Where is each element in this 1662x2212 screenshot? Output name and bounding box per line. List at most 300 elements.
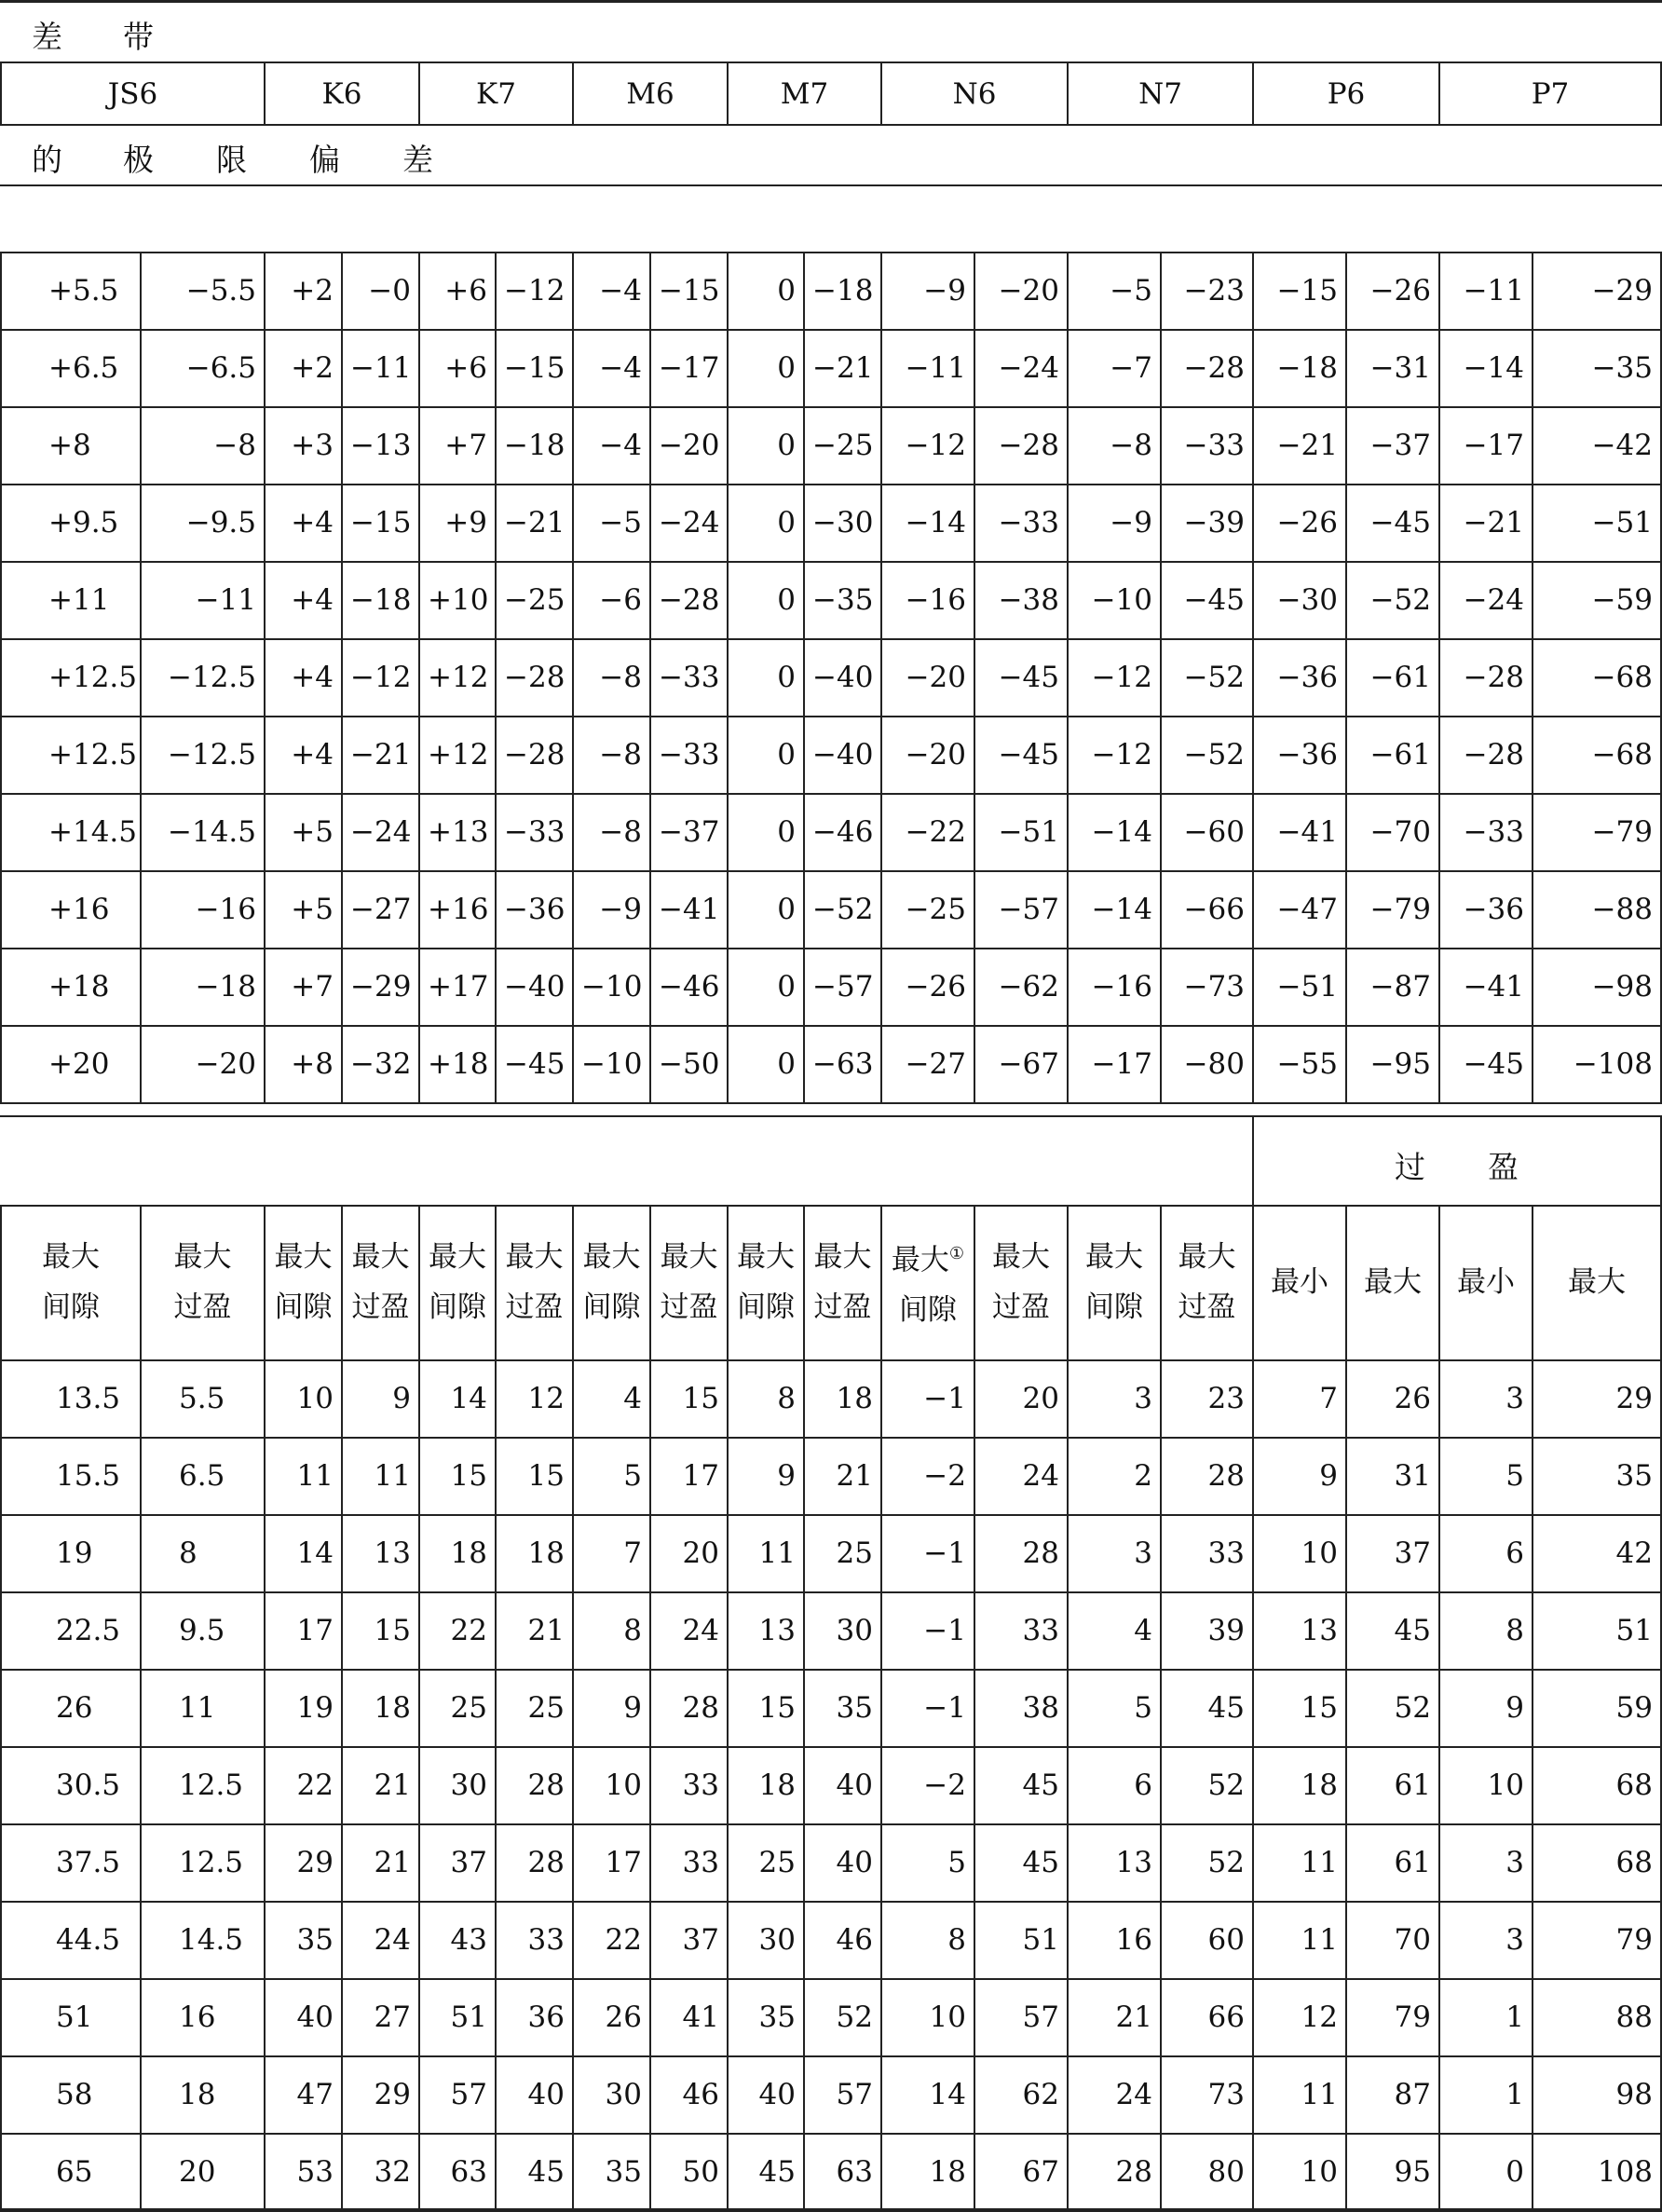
fit-cell-text: 46 [682, 2077, 719, 2111]
deviation-cell [1160, 252, 1252, 329]
deviation-cell [1345, 638, 1438, 716]
zone-header-n6-text: N6 [952, 76, 997, 111]
fit-cell-text: 3 [1134, 1536, 1152, 1570]
deviation-cell-text: −33 [504, 814, 565, 849]
deviation-cell [1345, 252, 1438, 329]
deviation-cell-text: −41 [1463, 969, 1524, 1004]
deviation-cell-text: −26 [1369, 273, 1431, 307]
deviation-cell [974, 793, 1067, 870]
fit-cell [140, 1591, 264, 1669]
deviation-cell-text: −80 [1183, 1046, 1245, 1081]
deviation-cell-text: −13 [350, 428, 412, 462]
deviation-cell [572, 329, 649, 406]
deviation-cell-text: −14.5 [168, 814, 256, 849]
deviation-cell [1252, 329, 1345, 406]
deviation-cell-text: −37 [1369, 428, 1431, 462]
deviation-cell [727, 561, 803, 638]
fit-cell [974, 1746, 1067, 1823]
deviation-cell-text: −8 [599, 660, 642, 694]
deviation-cell [418, 252, 495, 329]
deviation-cell-text: −16 [1091, 969, 1152, 1004]
fit-cell-text: 79 [1615, 1922, 1653, 1957]
deviation-cell [0, 329, 140, 406]
fit-cell [649, 1514, 727, 1591]
deviation-cell [0, 561, 140, 638]
fit-cell [572, 1669, 649, 1746]
deviation-cell [1438, 252, 1532, 329]
deviation-cell [1160, 1025, 1252, 1102]
fit-cell-text: 33 [527, 1922, 565, 1957]
deviation-cell [803, 638, 880, 716]
fit-cell [803, 1437, 880, 1514]
deviation-cell-text: −21 [350, 737, 412, 771]
deviation-cell [1438, 329, 1532, 406]
deviation-cell [1532, 716, 1662, 793]
deviation-cell-text: −70 [1369, 814, 1431, 849]
deviation-cell [264, 870, 341, 948]
fit-cell-text: 11 [1301, 1922, 1338, 1957]
fit-cell-text: 3 [1134, 1381, 1152, 1415]
fit-cell-text: 33 [682, 1768, 719, 1802]
fit-cell [1252, 1669, 1345, 1746]
fit-cell-text: 15 [1301, 1690, 1338, 1725]
deviation-cell-text: −8 [599, 814, 642, 849]
fit-header-cell-text [142, 1232, 264, 1332]
deviation-cell-text: −9 [923, 273, 966, 307]
fit-cell-text: 98 [1615, 2077, 1653, 2111]
fit-cell [495, 1437, 572, 1514]
deviation-cell [495, 561, 572, 638]
top-rule [0, 0, 1662, 3]
fit-cell [495, 1669, 572, 1746]
fit-cell [572, 1978, 649, 2055]
deviation-cell [572, 406, 649, 484]
deviation-cell [1067, 1025, 1160, 1102]
header-line: 间隙 [582, 1290, 641, 1324]
fit-cell-text: 10 [296, 1381, 334, 1415]
deviation-cell-text: −20 [998, 273, 1059, 307]
fit-cell [1067, 2133, 1160, 2210]
deviation-cell [418, 484, 495, 561]
fit-cell [1532, 1823, 1662, 1901]
deviation-cell [1252, 1025, 1345, 1102]
deviation-cell-text: −28 [504, 660, 565, 694]
fit-header-cell [1252, 1205, 1345, 1359]
fit-cell-text: 25 [836, 1536, 873, 1570]
fit-cell-text: 13 [1115, 1845, 1152, 1879]
fit-header-cell-text [1162, 1232, 1252, 1332]
deviation-cell-text: +5 [291, 892, 334, 926]
fit-cell-text: 45 [1022, 1768, 1059, 1802]
deviation-cell [572, 948, 649, 1025]
deviation-cell-text: −28 [998, 428, 1059, 462]
deviation-cell [264, 948, 341, 1025]
fit-cell-text: 7 [1319, 1381, 1338, 1415]
fit-cell [418, 2055, 495, 2133]
fit-cell-text: 25 [527, 1690, 565, 1725]
deviation-cell-text: −33 [1183, 428, 1245, 462]
deviation-cell-text: −98 [1591, 969, 1653, 1004]
deviation-cell [803, 484, 880, 561]
fit-cell [649, 1746, 727, 1823]
fit-cell-text: 45 [1207, 1690, 1245, 1725]
deviation-cell [572, 716, 649, 793]
deviation-cell-text: −12 [504, 273, 565, 307]
deviation-cell [649, 561, 727, 638]
deviation-cell [880, 948, 974, 1025]
deviation-cell-text: −18 [812, 273, 874, 307]
fit-cell [649, 1437, 727, 1514]
fit-cell-text: 68 [1615, 1845, 1653, 1879]
fit-cell [418, 1746, 495, 1823]
deviation-cell [974, 484, 1067, 561]
fit-cell-text: 28 [527, 1768, 565, 1802]
deviation-cell [1532, 793, 1662, 870]
fit-cell-text: 30 [758, 1922, 796, 1957]
deviation-cell-text: −28 [659, 582, 720, 617]
deviation-cell-text: −88 [1591, 892, 1653, 926]
deviation-cell-text: +16 [428, 892, 489, 926]
deviation-cell-text: −12.5 [168, 737, 256, 771]
deviation-cell-text: +6 [444, 350, 487, 385]
deviation-cell-text: −38 [998, 582, 1059, 617]
deviation-cell-text: +12.5 [48, 737, 137, 771]
deviation-cell [803, 329, 880, 406]
deviation-cell [1532, 948, 1662, 1025]
fit-cell [341, 2055, 418, 2133]
fit-cell [264, 1514, 341, 1591]
deviation-cell-text: −61 [1369, 660, 1431, 694]
deviation-cell [572, 870, 649, 948]
header-line: 间隙 [42, 1290, 100, 1324]
deviation-cell [1532, 1025, 1662, 1102]
deviation-cell [140, 870, 264, 948]
fit-cell-text: 45 [1022, 1845, 1059, 1879]
deviation-cell-text: −14 [1463, 350, 1524, 385]
fit-cell-text: 25 [450, 1690, 487, 1725]
deviation-cell-text: −17 [1091, 1046, 1152, 1081]
fit-header-cell [1160, 1205, 1252, 1359]
deviation-cell [1252, 484, 1345, 561]
fit-cell [140, 1823, 264, 1901]
fit-cell [572, 1359, 649, 1437]
deviation-cell [974, 329, 1067, 406]
fit-cell [1252, 1901, 1345, 1978]
deviation-cell-text: −45 [1369, 505, 1431, 539]
fit-cell [727, 1359, 803, 1437]
deviation-cell-text: −24 [1463, 582, 1524, 617]
fit-cell [1160, 1823, 1252, 1901]
deviation-cell [495, 638, 572, 716]
fit-cell-text: 70 [1394, 1922, 1431, 1957]
fit-cell [264, 2133, 341, 2210]
deviation-cell [974, 870, 1067, 948]
fit-cell [1067, 1978, 1160, 2055]
deviation-cell [495, 793, 572, 870]
deviation-cell-text: −33 [1463, 814, 1524, 849]
fit-cell-text: 60 [1207, 1922, 1245, 1957]
deviation-cell-text: −24 [350, 814, 412, 849]
fit-header-cell [1438, 1205, 1532, 1359]
deviation-cell [495, 948, 572, 1025]
fit-cell [495, 2133, 572, 2210]
fit-cell-text: 51 [1022, 1922, 1059, 1957]
fit-cell-text: 16 [179, 2000, 216, 2034]
fit-cell [1438, 1901, 1532, 1978]
fit-cell-text: 24 [1115, 2077, 1152, 2111]
fit-cell [572, 1901, 649, 1978]
fit-cell-text: 2 [1134, 1458, 1152, 1493]
fit-cell-text: 12 [527, 1381, 565, 1415]
fit-cell-text: 43 [450, 1922, 487, 1957]
deviation-cell-text: −21 [812, 350, 874, 385]
deviation-cell-text: −40 [504, 969, 565, 1004]
fit-cell-text: 30 [450, 1768, 487, 1802]
fit-cell [1160, 2133, 1252, 2210]
header-line: 最大 [813, 1240, 872, 1274]
deviation-cell [418, 561, 495, 638]
deviation-cell [880, 870, 974, 948]
fit-cell-text: 21 [374, 1845, 411, 1879]
deviation-cell [974, 716, 1067, 793]
fit-cell-text: 18 [374, 1690, 411, 1725]
fit-cell-text: 50 [682, 2154, 719, 2189]
fit-cell-text: 13.5 [56, 1381, 121, 1415]
fit-cell [1345, 2055, 1438, 2133]
deviation-cell-text: −30 [1276, 582, 1338, 617]
deviation-cell [264, 793, 341, 870]
fit-cell [1438, 1978, 1532, 2055]
deviation-cell-text: −23 [1183, 273, 1245, 307]
fit-cell-text: 9 [1319, 1458, 1338, 1493]
fit-cell-text: 15 [450, 1458, 487, 1493]
fit-header-cell-text [729, 1232, 803, 1332]
fit-cell [418, 1901, 495, 1978]
deviation-cell-text: −18 [504, 428, 565, 462]
fit-cell [140, 1437, 264, 1514]
fit-cell [1252, 2133, 1345, 2210]
deviation-cell [1345, 561, 1438, 638]
fit-cell-text: 8 [179, 1536, 198, 1570]
deviation-cell [0, 793, 140, 870]
fit-cell [974, 2055, 1067, 2133]
header-line: 过盈 [813, 1290, 872, 1324]
deviation-cell-text: −21 [504, 505, 565, 539]
deviation-cell-text: 0 [777, 814, 796, 849]
deviation-cell-text: 0 [777, 660, 796, 694]
fit-cell-text: 51 [450, 2000, 487, 2034]
fit-header-cell [341, 1205, 418, 1359]
header-line: 最大 [42, 1240, 100, 1274]
fit-cell [880, 1514, 974, 1591]
zone-header-m7 [727, 61, 880, 124]
deviation-cell-text: −18 [1276, 350, 1338, 385]
deviation-cell-text: −8 [599, 737, 642, 771]
fit-cell-text: 57 [1022, 2000, 1059, 2034]
fit-cell-text: 19 [296, 1690, 334, 1725]
deviation-cell-text: −36 [1276, 660, 1338, 694]
fit-band-cell [1252, 1117, 1662, 1205]
deviation-cell-text: −28 [1463, 737, 1524, 771]
deviation-cell-text: −25 [905, 892, 966, 926]
fit-cell [727, 2055, 803, 2133]
deviation-cell-text: −35 [812, 582, 874, 617]
deviation-cell [418, 793, 495, 870]
fit-cell-text: 22 [605, 1922, 642, 1957]
zone-header-k6 [264, 61, 418, 124]
fit-cell-text: 52 [1207, 1845, 1245, 1879]
fit-cell-text: 10 [605, 1768, 642, 1802]
deviation-cell [1438, 638, 1532, 716]
fit-cell [140, 2133, 264, 2210]
header-line: 最大 [429, 1240, 486, 1274]
fit-cell [727, 1669, 803, 1746]
fit-cell [1438, 2055, 1532, 2133]
deviation-band-text-char: 偏 [309, 142, 340, 178]
fit-cell-text: 26 [605, 2000, 642, 2034]
fit-cell-text: 63 [836, 2154, 873, 2189]
fit-header-cell-text [651, 1232, 727, 1332]
fit-cell [1160, 1591, 1252, 1669]
fit-cell-text: 66 [1207, 2000, 1245, 2034]
header-line: 过盈 [992, 1290, 1050, 1324]
deviation-cell-text: −28 [1463, 660, 1524, 694]
deviation-band-text-char: 限 [216, 142, 247, 178]
deviation-cell-text: −50 [659, 1046, 720, 1081]
fit-cell-text: 25 [758, 1845, 796, 1879]
fit-header-cell-text [497, 1232, 572, 1332]
fit-cell-text: 58 [56, 2077, 93, 2111]
fit-cell [649, 1669, 727, 1746]
fit-header-cell-text [882, 1229, 974, 1335]
fit-cell [1160, 2055, 1252, 2133]
top-band-text-char: 带 [123, 19, 154, 55]
deviation-cell-text: −6 [599, 582, 642, 617]
fit-cell-text: 10 [1487, 1768, 1524, 1802]
fit-cell-text: 18 [929, 2154, 966, 2189]
fit-cell-text: 12 [1301, 2000, 1338, 2034]
fit-cell [0, 1669, 140, 1746]
fit-cell [974, 1591, 1067, 1669]
deviation-cell-text: +5 [291, 814, 334, 849]
deviation-cell-text: −36 [504, 892, 565, 926]
fit-cell-text: 80 [1207, 2154, 1245, 2189]
fit-cell [880, 1823, 974, 1901]
fit-header-cell-text [2, 1232, 140, 1332]
deviation-cell-text: −16 [905, 582, 966, 617]
deviation-cell-text: −51 [998, 814, 1059, 849]
fit-cell-text: 26 [56, 1690, 93, 1725]
deviation-cell [140, 561, 264, 638]
header-line: 间隙 [274, 1290, 333, 1324]
fit-cell-text: 6 [1505, 1536, 1524, 1570]
deviation-cell [418, 716, 495, 793]
deviation-cell [0, 638, 140, 716]
fit-cell [649, 1978, 727, 2055]
deviation-cell-text: −40 [812, 660, 874, 694]
zone-header-k6-text: K6 [321, 76, 362, 111]
deviation-cell [727, 484, 803, 561]
zone-header-m6 [572, 61, 727, 124]
fit-cell-text: 20 [682, 1536, 719, 1570]
header-line: 最大 [1178, 1240, 1236, 1274]
fit-cell [418, 1437, 495, 1514]
deviation-cell [0, 716, 140, 793]
deviation-cell-text: −37 [659, 814, 720, 849]
fit-cell [341, 1978, 418, 2055]
deviation-cell [264, 1025, 341, 1102]
deviation-cell-text: −11 [350, 350, 412, 385]
fit-cell [803, 1823, 880, 1901]
fit-cell-text: 67 [1022, 2154, 1059, 2189]
deviation-cell [140, 1025, 264, 1102]
fit-cell [140, 1901, 264, 1978]
fit-cell-text: 11 [296, 1458, 334, 1493]
fit-cell-text: 108 [1597, 2154, 1653, 2189]
deviation-cell [418, 1025, 495, 1102]
fit-cell [1345, 1901, 1438, 1978]
fit-cell-text: 61 [1394, 1768, 1431, 1802]
fit-cell-text: 32 [374, 2154, 411, 2189]
fit-cell-text: −1 [923, 1381, 966, 1415]
fit-cell [572, 2133, 649, 2210]
fit-cell-text: 40 [758, 2077, 796, 2111]
deviation-cell-text: −42 [1591, 428, 1653, 462]
fit-cell [341, 1746, 418, 1823]
fit-header-cell-text [1347, 1257, 1438, 1307]
fit-header-cell-text [266, 1232, 341, 1332]
fit-cell-text: 21 [1115, 2000, 1152, 2034]
zone-header-k7-text: K7 [476, 76, 516, 111]
fit-cell-text: 40 [836, 1845, 873, 1879]
deviation-cell-text: −25 [812, 428, 874, 462]
fit-cell [1438, 1669, 1532, 1746]
fit-cell [0, 1437, 140, 1514]
fit-cell [418, 1978, 495, 2055]
fit-cell [803, 2055, 880, 2133]
fit-cell [0, 1514, 140, 1591]
deviation-cell [974, 406, 1067, 484]
deviation-cell [1438, 716, 1532, 793]
deviation-cell [1160, 638, 1252, 716]
fit-cell-text: 37 [682, 1922, 719, 1957]
fit-cell-text: 23 [1207, 1381, 1245, 1415]
header-line: 最大 [582, 1240, 641, 1274]
deviation-cell [418, 406, 495, 484]
fit-cell-text: 28 [682, 1690, 719, 1725]
deviation-cell-text: −51 [1276, 969, 1338, 1004]
fit-header-cell [418, 1205, 495, 1359]
deviation-cell-text: +8 [291, 1046, 334, 1081]
deviation-cell [264, 561, 341, 638]
deviation-cell [495, 406, 572, 484]
deviation-cell-text: −24 [659, 505, 720, 539]
deviation-cell [974, 1025, 1067, 1102]
deviation-cell [1160, 561, 1252, 638]
deviation-cell [495, 329, 572, 406]
deviation-cell-text: +6 [444, 273, 487, 307]
fit-cell-text: −1 [923, 1536, 966, 1570]
footnote-marker: ① [948, 1243, 965, 1263]
deviation-cell [1345, 948, 1438, 1025]
deviation-cell [1438, 948, 1532, 1025]
deviation-cell-text: −10 [581, 969, 643, 1004]
header-line: 最大 [737, 1240, 795, 1274]
deviation-cell-text: +18 [428, 1046, 489, 1081]
fit-cell-text: 4 [1134, 1613, 1152, 1647]
fit-cell [0, 1746, 140, 1823]
deviation-cell [495, 716, 572, 793]
